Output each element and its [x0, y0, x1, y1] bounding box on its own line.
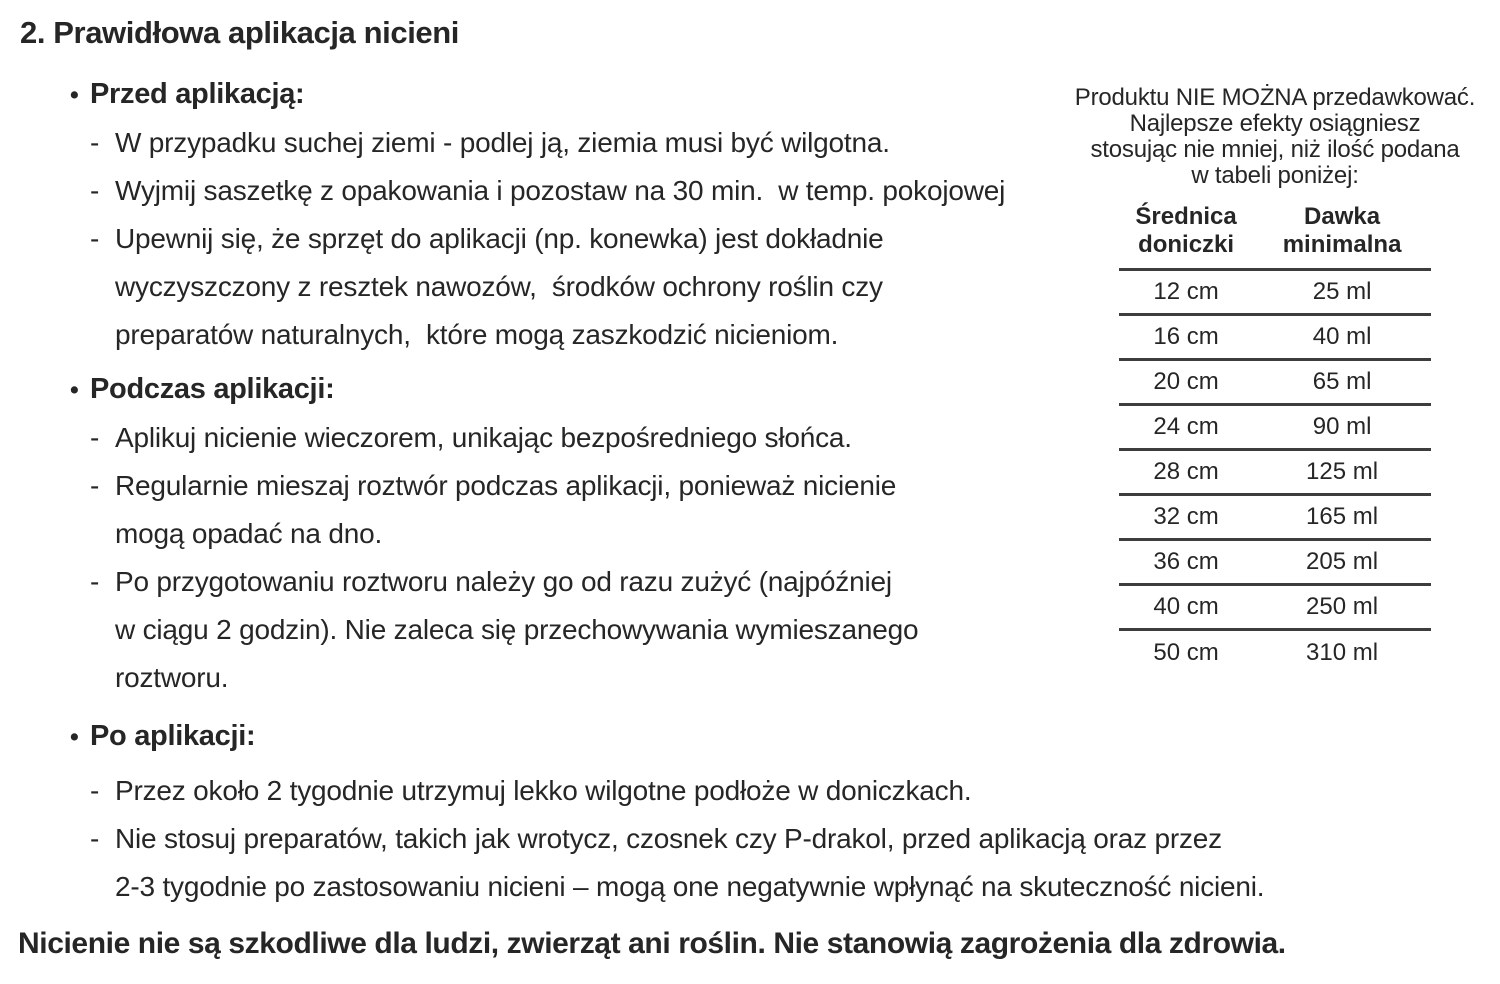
table-row [1119, 540, 1431, 585]
dosage-table-header-row [1119, 203, 1431, 270]
pot-diameter-cell: 50 cm [1119, 630, 1253, 675]
text-line: Nie stosuj preparatów, takich jak wrotycz, czosnek czy P-drakol, przed aplikacją oraz przez [115, 823, 1222, 854]
pot-diameter-cell: 40 cm [1119, 585, 1253, 630]
minimum-dose-cell: 25 ml [1312, 278, 1372, 305]
text-line: Wyjmij saszetkę z opakowania i pozostaw na 30 min. w temp. pokojowej [115, 175, 1006, 206]
section-heading [20, 712, 1500, 761]
list-item-text [115, 414, 852, 462]
header-line: Średnica [1135, 203, 1237, 230]
text-line: wyczyszczony z resztek nawozów, środków ochrony roślin czy [115, 271, 883, 302]
table-row [1119, 585, 1431, 630]
text-line: w ciągu 2 godzin). Nie zaleca się przechowywania wymieszanego [115, 614, 919, 645]
list-item-text [115, 815, 1264, 911]
minimum-dose-cell: 205 ml [1253, 540, 1431, 585]
text-line: roztworu. [115, 662, 229, 693]
header-line: minimalna [1282, 231, 1402, 258]
overdose-note-line: stosując nie mniej, niż ilość podana [1090, 136, 1460, 163]
table-row [1119, 405, 1431, 450]
text-line: W przypadku suchej ziemi - podlej ją, ziemia musi być wilgotna. [115, 127, 890, 158]
minimum-dose-cell: 310 ml [1253, 630, 1431, 675]
pot-diameter-cell: 12 cm [1153, 278, 1219, 305]
pot-diameter-cell: 36 cm [1119, 540, 1253, 585]
pot-diameter-cell: 24 cm [1119, 405, 1253, 450]
list-item [20, 767, 1500, 815]
list-item-text [115, 767, 971, 815]
section-items [20, 767, 1500, 911]
table-row [1119, 495, 1431, 540]
list-item-text [115, 119, 890, 167]
text-line: Upewnij się, że sprzęt do aplikacji (np. konewka) jest dokładnie [115, 223, 884, 254]
section [20, 712, 1500, 911]
bullet-marker: • [70, 81, 79, 109]
text-line: mogą opadać na dno. [115, 518, 383, 549]
dash-marker: - [90, 470, 100, 501]
list-item-text [115, 462, 896, 558]
list-item [20, 815, 1500, 911]
bullet-marker: • [70, 376, 79, 404]
page-title: 2. Prawidłowa aplikacja nicieni [20, 15, 460, 50]
pot-diameter-cell: 16 cm [1119, 315, 1253, 360]
overdose-note-line: Najlepsze efekty osiągniesz [1129, 110, 1421, 137]
minimum-dose-cell: 165 ml [1253, 495, 1431, 540]
dash-marker: - [90, 422, 100, 453]
table-row [1119, 360, 1431, 405]
list-item-text [115, 215, 883, 359]
minimum-dose-cell: 250 ml [1253, 585, 1431, 630]
list-item-text [115, 558, 918, 702]
minimum-dose-cell: 90 ml [1253, 405, 1431, 450]
text-line: Przez około 2 tygodnie utrzymuj lekko wilgotne podłoże w doniczkach. [115, 775, 972, 806]
dash-marker: - [90, 823, 100, 854]
list-item-text [115, 167, 1005, 215]
text-line: Aplikuj nicienie wieczorem, unikając bezpośredniego słońca. [115, 422, 852, 453]
table-row [1119, 630, 1431, 675]
overdose-note [1060, 85, 1490, 189]
bullet-marker: • [70, 723, 79, 751]
section-heading-text: Po aplikacji: [90, 720, 256, 752]
dosage-table-header [1119, 203, 1431, 270]
text-line: 2-3 tygodnie po zastosowaniu nicieni – mogą one negatywnie wpłynąć na skuteczność nicieni. [115, 871, 1265, 902]
section-heading-text: Podczas aplikacji: [90, 373, 335, 405]
header-line: Dawka [1304, 203, 1381, 230]
header-line: doniczki [1138, 231, 1235, 258]
dosage-table-body [1119, 270, 1431, 675]
section-heading-text: Przed aplikacją: [90, 78, 305, 110]
pot-diameter-cell: 32 cm [1119, 495, 1253, 540]
dosage-panel [1060, 85, 1490, 675]
minimum-dose-cell: 65 ml [1253, 360, 1431, 405]
pot-diameter-cell: 28 cm [1119, 450, 1253, 495]
pot-diameter-cell: 20 cm [1119, 360, 1253, 405]
dash-marker: - [90, 775, 100, 806]
text-line: Regularnie mieszaj roztwór podczas aplikacji, ponieważ nicienie [115, 470, 897, 501]
text-line: preparatów naturalnych, które mogą zaszkodzić nicieniom. [115, 319, 839, 350]
dash-marker: - [90, 127, 100, 158]
minimum-dose-cell: 40 ml [1253, 315, 1431, 360]
minimum-dose-cell: 125 ml [1253, 450, 1431, 495]
overdose-note-line: w tabeli poniżej: [1191, 162, 1359, 189]
text-line: Po przygotowaniu roztworu należy go od razu zużyć (najpóźniej [115, 566, 892, 597]
safety-statement: Nicienie nie są szkodliwe dla ludzi, zwierząt ani roślin. Nie stanowią zagrożenia dla zdrowia. [18, 927, 1286, 960]
dash-marker: - [90, 566, 100, 597]
dash-marker: - [90, 223, 100, 254]
dash-marker: - [90, 175, 100, 206]
table-row [1119, 450, 1431, 495]
table-row [1119, 270, 1431, 315]
overdose-note-line: Produktu NIE MOŻNA przedawkować. [1074, 84, 1476, 111]
table-row [1119, 315, 1431, 360]
column-header-pot-diameter [1119, 203, 1253, 270]
column-header-minimum-dose [1253, 203, 1431, 270]
dosage-table [1119, 203, 1431, 675]
